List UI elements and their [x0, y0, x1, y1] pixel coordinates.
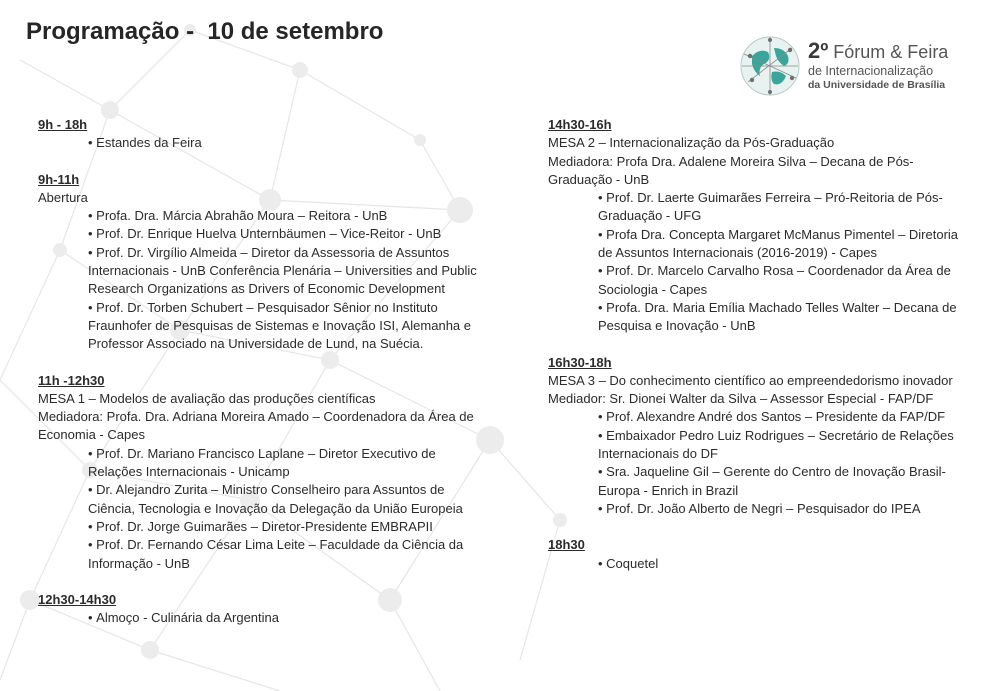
session-12h30-14h30 [38, 591, 488, 628]
session-item: • Prof. Dr. Enrique Huelva Unternbäumen – Vice-Reitor - UnB [88, 225, 488, 243]
session-item: • Prof. Dr. Torben Schubert – Pesquisador Sênior no Instituto Fraunhofer de Pesquisas de Sistemas e Inovação ISI, Alemanha e Professor Associado na Universidade de Lund, na Suécia. [88, 299, 488, 354]
session-9h-18h [38, 116, 488, 153]
session-title: MESA 1 – Modelos de avaliação das produções científicas [38, 390, 376, 406]
session-item: • Dr. Alejandro Zurita – Ministro Conselheiro para Assuntos de Ciência, Tecnologia e Inovação da Delegação da União Europeia [88, 481, 488, 518]
session-item: • Embaixador Pedro Luiz Rodrigues – Secretário de Relações Internacionais do DF [598, 427, 962, 464]
session-item: • Prof. Dr. Laerte Guimarães Ferreira – Pró-Reitoria de Pós-Graduação - UFG [598, 189, 962, 226]
session-item: • Profa. Dra. Márcia Abrahão Moura – Reitora - UnB [88, 207, 488, 225]
session-item: • Prof. Alexandre André dos Santos – Presidente da FAP/DF [598, 408, 962, 426]
session-9h-11h [38, 171, 488, 354]
logo-line-3: da Universidade de Brasília [808, 78, 946, 91]
session-item: • Almoço - Culinária da Argentina [88, 609, 488, 627]
schedule-column-right [548, 116, 962, 591]
session-time: 14h30-16h [548, 117, 612, 132]
session-item: • Prof. Dr. Virgílio Almeida – Diretor da Assessoria de Assuntos Internacionais - UnB Conferência Plenária – Universities and Public Research Organizations as Drivers of Economic Development [88, 244, 488, 299]
session-item: • Prof. Dr. Fernando César Lima Leite – Faculdade da Ciência da Informação - UnB [88, 536, 488, 573]
logo-line-2: de Internacionalização [808, 64, 934, 78]
session-11h-12h30 [38, 372, 488, 573]
logo-line-1: 2º Fórum & Feira [808, 38, 949, 63]
logo-ordinal: 2º [808, 38, 829, 63]
session-item: • Profa Dra. Concepta Margaret McManus Pimentel – Diretoria de Assuntos Internacionais (2016-2019) - Capes [598, 226, 962, 263]
session-item: • Prof. Dr. Mariano Francisco Laplane – Diretor Executivo de Relações Internacionais - Unicamp [88, 445, 488, 482]
session-time: 18h30 [548, 537, 585, 553]
session-time: 12h30-14h30 [38, 591, 117, 607]
session-item: • Coquetel [598, 555, 962, 573]
session-16h30-18h [548, 354, 962, 519]
session-time: 16h30-18h [548, 354, 612, 370]
session-title: MESA 3 – Do conhecimento científico ao empreendedorismo inovador [548, 372, 953, 388]
page-title: Programação - 10 de setembro [26, 18, 384, 45]
session-14h30-16h [548, 116, 962, 336]
session-time: 9h - 18h [38, 117, 88, 132]
session-time: 9h-11h [38, 171, 80, 187]
session-item: • Sra. Jaqueline Gil – Gerente do Centro de Inovação Brasil-Europa - Enrich in Brazil [598, 463, 962, 500]
session-moderator: Mediadora: Profa. Dra. Adriana Moreira Amado – Coordenadora da Área de Economia - Capes [38, 409, 474, 443]
session-moderator: Mediador: Sr. Dionei Walter da Silva – Assessor Especial - FAP/DF [548, 391, 934, 407]
session-title: MESA 2 – Internacionalização da Pós-Graduação [548, 135, 835, 151]
session-item: • Profa. Dra. Maria Emília Machado Telles Walter – Decana de Pesquisa e Inovação - UnB [598, 299, 962, 336]
forum-logo [738, 34, 968, 98]
session-item: • Prof. Dr. João Alberto de Negri – Pesquisador do IPEA [598, 500, 962, 518]
session-18h30 [548, 536, 962, 573]
globe-icon [738, 34, 802, 98]
session-item: • Prof. Dr. Marcelo Carvalho Rosa – Coordenador da Área de Sociologia - Capes [598, 262, 962, 299]
session-title: Abertura [38, 189, 88, 205]
session-item: • Prof. Dr. Jorge Guimarães – Diretor-Presidente EMBRAPII [88, 518, 488, 536]
session-time: 11h -12h30 [38, 372, 105, 388]
schedule-column-left [38, 116, 488, 645]
session-item: • Estandes da Feira [88, 134, 488, 152]
session-moderator: Mediadora: Profa Dra. Adalene Moreira Silva – Decana de Pós-Graduação - UnB [548, 153, 914, 187]
